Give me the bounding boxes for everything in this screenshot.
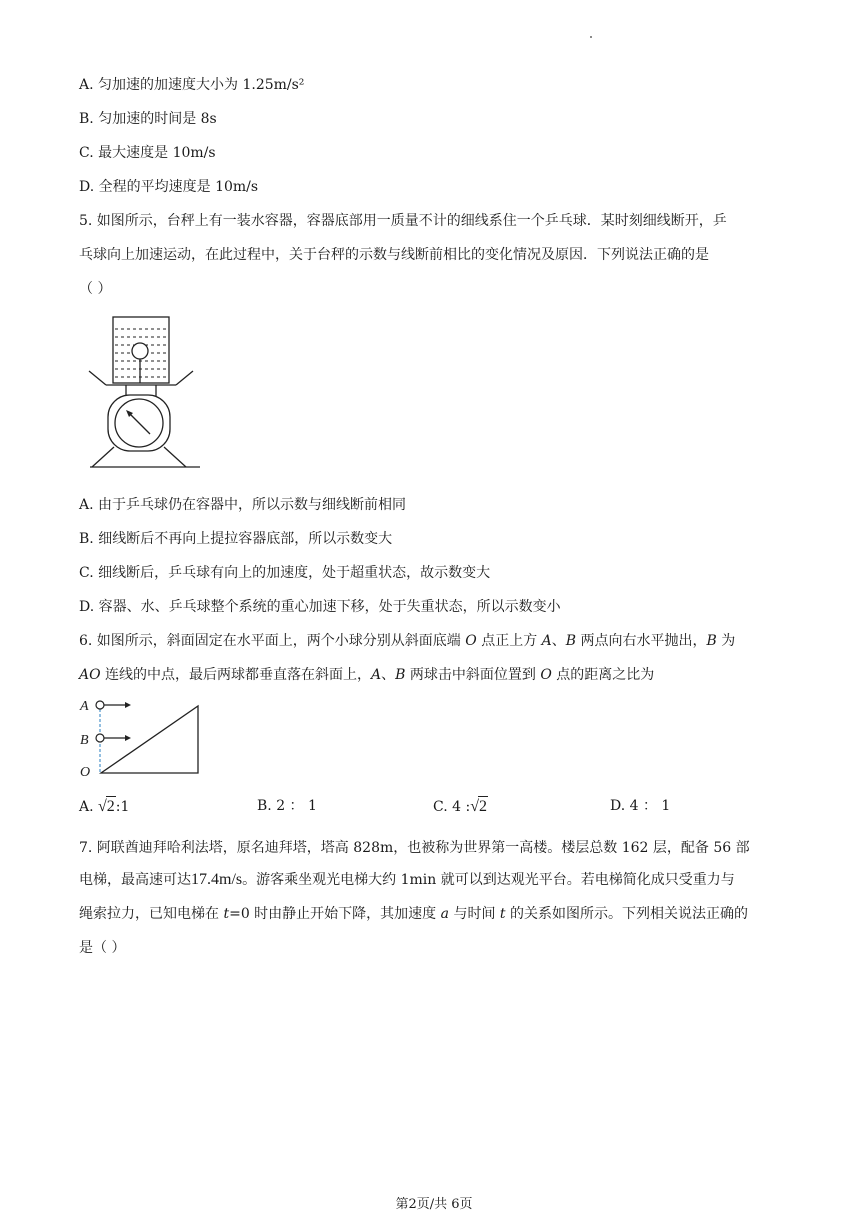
q7-stem-line1: 7. 阿联酋迪拜哈利法塔，原名迪拜塔，塔高 828m，也被称为世界第一高楼。楼层总数 162 层，配备 56 部 <box>79 840 750 856</box>
q6-option-b: B. 2 ： 1 <box>257 798 317 814</box>
ball-b <box>96 734 104 742</box>
page-footer: 第2页/共 6页 <box>395 1197 473 1212</box>
q4-option-a: A. 匀加速的加速度大小为 1.25m/s² <box>79 77 305 93</box>
q6-option-d: D. 4 ： 1 <box>610 798 671 814</box>
q5-option-a: A. 由于乒乓球仍在容器中，所以示数与细线断前相同 <box>79 497 407 513</box>
q5-stem-line3: （ ） <box>79 281 112 297</box>
point-o-label: O <box>80 765 91 780</box>
q5-option-d: D. 容器、水、乒乓球整个系统的重心加速下移，处于失重状态，所以示数变小 <box>79 599 561 615</box>
q6-stem-line2: AO 连线的中点，最后两球都垂直落在斜面上，A、B 两球击中斜面位置到 O 点的距离之比为 <box>79 667 655 683</box>
q5-scale-figure <box>84 315 208 473</box>
q4-option-d: D. 全程的平均速度是 10m/s <box>79 179 259 195</box>
ball-a <box>96 701 104 709</box>
q7-stem-line4: 是（ ） <box>79 940 126 956</box>
q6-stem-line1: 6. 如图所示，斜面固定在水平面上，两个小球分别从斜面底端 O 点正上方 A、B 两点向右水平抛出，B 为 <box>79 633 736 649</box>
q6-option-a: A. √2:1 <box>79 798 130 815</box>
page-speck <box>590 36 592 38</box>
q6-incline-figure <box>76 694 206 780</box>
point-a-label: A <box>80 699 89 714</box>
q6-option-c: C. 4 :√2 <box>433 798 487 815</box>
q7-stem-line3: 绳索拉力，已知电梯在 t=0 时由静止开始下降，其加速度 a 与时间 t 的关系如图所示。下列相关说法正确的 <box>79 906 748 922</box>
incline <box>101 706 198 773</box>
q5-option-b: B. 细线断后不再向上提拉容器底部，所以示数变大 <box>79 531 393 547</box>
max-speed-value: 17.4m/s <box>191 871 243 888</box>
point-b-label: B <box>80 733 89 748</box>
q7-stem-line2: 电梯，最高速可达17.4m/s。游客乘坐观光电梯大约 1min 就可以到达观光平台。若电梯简化成只受重力与 <box>79 871 735 888</box>
q5-stem-line2: 乓球向上加速运动，在此过程中，关于台秤的示数与线断前相比的变化情况及原因．下列说法正确的是 <box>79 247 709 263</box>
q4-option-b: B. 匀加速的时间是 8s <box>79 111 217 127</box>
q5-option-c: C. 细线断后，乒乓球有向上的加速度，处于超重状态，故示数变大 <box>79 565 491 581</box>
q4-option-c: C. 最大速度是 10m/s <box>79 145 216 161</box>
q5-stem-line1: 5. 如图所示，台秤上有一装水容器，容器底部用一质量不计的细线系住一个乒乓球．某时刻细线断开，乒 <box>79 213 727 229</box>
